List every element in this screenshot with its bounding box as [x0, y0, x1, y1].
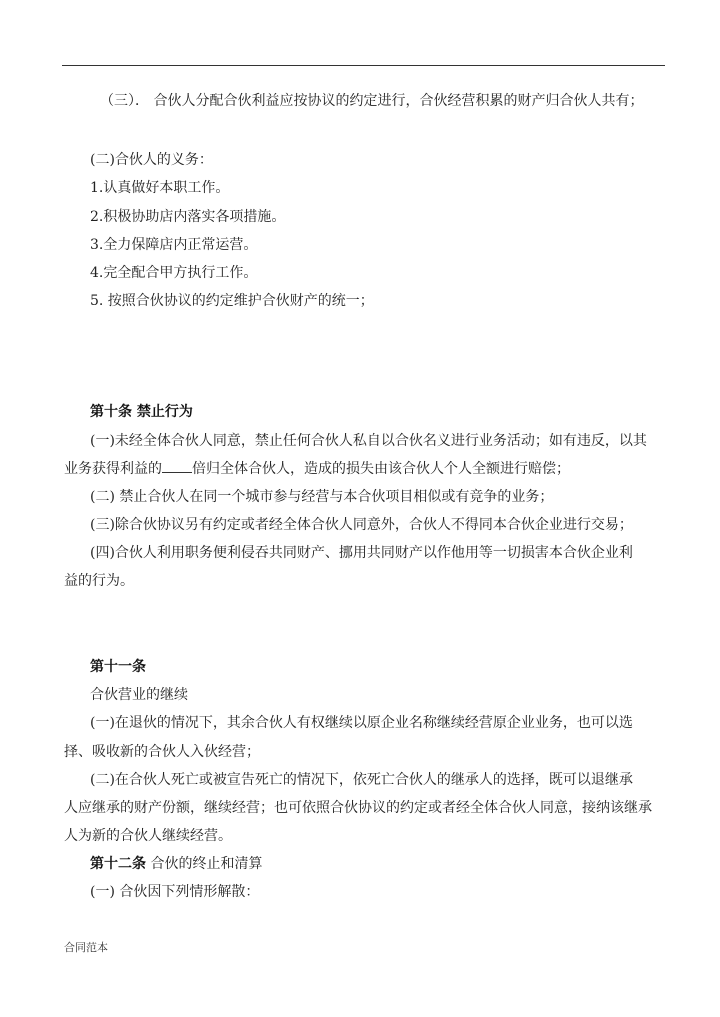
article-10-item-4-line-2: 益的行为。 [64, 573, 134, 589]
article-11-item-1-line-2: 择、吸收新的合伙人入伙经营； [64, 744, 260, 760]
page-footer: 合同范本 [64, 941, 108, 954]
article-10-item-1-line-1: (一)未经全体合伙人同意，禁止任何合伙人私自以合伙名义进行业务活动；如有违反，以其 [90, 433, 647, 449]
obligations-heading: (二)合伙人的义务： [90, 152, 213, 168]
obligation-item: 2.积极协助店内落实各项措施。 [90, 209, 286, 225]
obligation-item: 3.全力保障店内正常运营。 [90, 237, 258, 253]
article-10-item-3: (三)除合伙协议另有约定或者经全体合伙人同意外，合伙人不得同本合伙企业进行交易； [90, 517, 633, 533]
article-11-title: 第十一条 [90, 659, 146, 675]
header-rule [62, 65, 665, 66]
article-12-heading [90, 855, 262, 873]
article-10-item-1-text-after: 倍归全体合伙人，造成的损失由该合伙人个人全额进行赔偿； [192, 461, 570, 477]
profit-distribution-clause: （三）． 合伙人分配合伙利益应按协议的约定进行，合伙经营积累的财产归合伙人共有； [100, 93, 644, 109]
article-12-title: 第十二条 [90, 856, 146, 872]
article-10-item-2: (二) 禁止合伙人在同一个城市参与经营与本合伙项目相似或有竞争的业务； [90, 489, 554, 505]
article-11-item-2-line-2: 人应继承的财产份额，继续经营；也可依照合伙协议的约定或者经全体合伙人同意，接纳该继承 [64, 800, 652, 816]
article-10-title: 第十条 禁止行为 [90, 404, 193, 420]
obligation-item: 5. 按照合伙协议的约定维护合伙财产的统一； [90, 293, 374, 309]
obligation-item: 4.完全配合甲方执行工作。 [90, 265, 258, 281]
article-11-item-2-line-1: (二)在合伙人死亡或被宣告死亡的情况下，依死亡合伙人的继承人的选择，既可以退继承 [90, 772, 633, 788]
article-10-item-1-text-before: 业务获得利益的 [64, 461, 162, 477]
article-10-item-1-line-2 [64, 460, 570, 478]
article-11-item-2-line-3: 人为新的合伙人继续经营。 [64, 828, 232, 844]
article-12-title-rest: 合伙的终止和清算 [150, 856, 263, 872]
article-12-item-1: (一) 合伙因下列情形解散： [90, 884, 260, 900]
article-10-item-4-line-1: (四)合伙人利用职务便利侵吞共同财产、挪用共同财产以作他用等一切损害本合伙企业利 [90, 545, 633, 561]
obligation-item: 1.认真做好本职工作。 [90, 180, 230, 196]
article-11-item-1-line-1: (一)在退伙的情况下，其余合伙人有权继续以原企业名称继续经营原企业业务，也可以选 [90, 715, 633, 731]
fill-in-blank [162, 460, 192, 473]
article-11-subtitle: 合伙营业的继续 [90, 687, 188, 703]
